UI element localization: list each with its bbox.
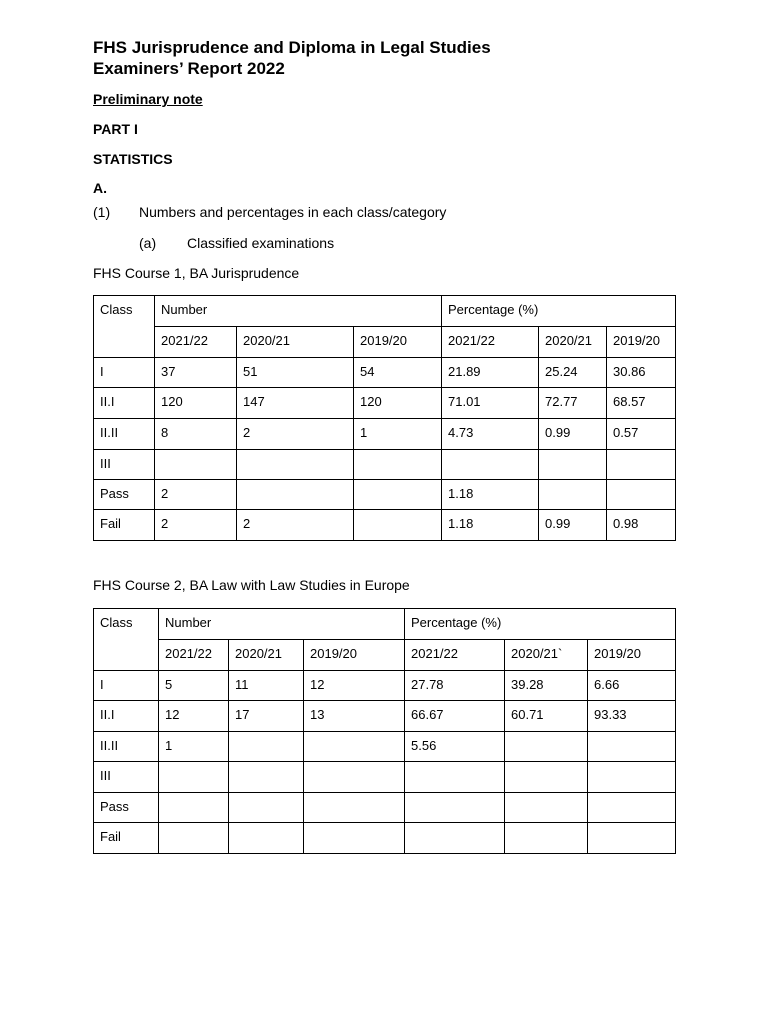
year-header: 2020/21 (539, 327, 607, 358)
year-header: 2021/22 (405, 640, 505, 671)
table-cell: 72.77 (539, 388, 607, 419)
year-header: 2019/20 (354, 327, 442, 358)
year-header: 2019/20 (588, 640, 676, 671)
table-cell: 5 (159, 671, 229, 701)
table-cell (405, 762, 505, 793)
table-cell: 1.18 (442, 480, 539, 510)
table-cell (229, 732, 304, 762)
table-row (94, 358, 676, 388)
item-a (139, 235, 335, 251)
table-cell: 37 (155, 358, 237, 388)
table-cell (159, 823, 229, 854)
table-cell (442, 450, 539, 480)
table-cell: 0.57 (607, 419, 676, 450)
table-cell (229, 793, 304, 823)
table-cell: 13 (304, 701, 405, 732)
table-row (94, 823, 676, 854)
table-cell: 2 (237, 510, 354, 541)
table-cell: 51 (237, 358, 354, 388)
table-cell (505, 793, 588, 823)
year-header: 2020/21` (505, 640, 588, 671)
preliminary-note-heading: Preliminary note (93, 91, 203, 107)
table-cell (237, 480, 354, 510)
table-cell: 2 (155, 480, 237, 510)
year-header: 2021/22 (155, 327, 237, 358)
table-cell (229, 823, 304, 854)
number-header: Number (159, 609, 405, 640)
table-header-row (94, 609, 676, 640)
table-cell (354, 480, 442, 510)
table-cell (539, 480, 607, 510)
table-cell: 68.57 (607, 388, 676, 419)
table-cell: 1 (354, 419, 442, 450)
table-cell: 30.86 (607, 358, 676, 388)
table-cell: 4.73 (442, 419, 539, 450)
table-cell: 2 (155, 510, 237, 541)
table-cell (304, 732, 405, 762)
class-header: Class (94, 609, 159, 671)
table-cell (505, 823, 588, 854)
table-cell: 21.89 (442, 358, 539, 388)
class-label: II.I (94, 388, 155, 419)
table-cell: 54 (354, 358, 442, 388)
class-label: I (94, 671, 159, 701)
section-a-heading: A. (93, 180, 107, 196)
table-cell (304, 793, 405, 823)
table-cell (588, 732, 676, 762)
class-label: I (94, 358, 155, 388)
table-row (94, 671, 676, 701)
table-cell: 0.98 (607, 510, 676, 541)
table-cell: 25.24 (539, 358, 607, 388)
table-cell (155, 450, 237, 480)
year-header: 2021/22 (159, 640, 229, 671)
table-cell (159, 762, 229, 793)
table-cell: 93.33 (588, 701, 676, 732)
table-cell (405, 823, 505, 854)
table-cell (505, 762, 588, 793)
percentage-header: Percentage (%) (405, 609, 676, 640)
table-cell: 5.56 (405, 732, 505, 762)
item-a-text: Classified examinations (187, 235, 335, 251)
table-cell: 0.99 (539, 419, 607, 450)
report-title-line-2: Examiners’ Report 2022 (93, 59, 285, 78)
table-cell: 17 (229, 701, 304, 732)
table-cell (354, 510, 442, 541)
class-label: Fail (94, 823, 159, 854)
table-row (94, 480, 676, 510)
table-cell (237, 450, 354, 480)
table-year-row (94, 327, 676, 358)
table-cell: 27.78 (405, 671, 505, 701)
class-label: II.II (94, 419, 155, 450)
table-cell: 66.67 (405, 701, 505, 732)
item-1 (93, 204, 447, 220)
table-cell (607, 480, 676, 510)
table-cell: 39.28 (505, 671, 588, 701)
table-cell: 1 (159, 732, 229, 762)
table-cell: 0.99 (539, 510, 607, 541)
item-1-number: (1) (93, 204, 111, 220)
statistics-heading: STATISTICS (93, 151, 173, 167)
item-1-text: Numbers and percentages in each class/category (139, 204, 447, 220)
year-header: 2019/20 (304, 640, 405, 671)
class-label: II.I (94, 701, 159, 732)
table-cell: 11 (229, 671, 304, 701)
table-header-row (94, 296, 676, 327)
course2-results-table (93, 608, 676, 854)
table-cell: 8 (155, 419, 237, 450)
table-cell (229, 762, 304, 793)
class-label: Pass (94, 480, 155, 510)
table2-caption: FHS Course 2, BA Law with Law Studies in Europe (93, 577, 410, 593)
table-cell: 1.18 (442, 510, 539, 541)
course1-results-table (93, 295, 676, 541)
table-cell (505, 732, 588, 762)
year-header: 2020/21 (229, 640, 304, 671)
table-cell: 120 (155, 388, 237, 419)
report-title (93, 37, 491, 79)
table-cell: 6.66 (588, 671, 676, 701)
table-cell: 12 (159, 701, 229, 732)
table-cell: 147 (237, 388, 354, 419)
year-header: 2019/20 (607, 327, 676, 358)
table-cell (607, 450, 676, 480)
table-cell (304, 762, 405, 793)
table-row (94, 762, 676, 793)
table-row (94, 793, 676, 823)
table-row (94, 701, 676, 732)
report-title-line-1: FHS Jurisprudence and Diploma in Legal Studies (93, 38, 491, 57)
table-cell: 2 (237, 419, 354, 450)
part-heading: PART I (93, 121, 138, 137)
item-a-number: (a) (139, 235, 157, 251)
percentage-header: Percentage (%) (442, 296, 676, 327)
table-cell (405, 793, 505, 823)
table-cell: 60.71 (505, 701, 588, 732)
table-cell (354, 450, 442, 480)
table-cell: 12 (304, 671, 405, 701)
table-row (94, 419, 676, 450)
table-row (94, 510, 676, 541)
number-header: Number (155, 296, 442, 327)
table-cell: 120 (354, 388, 442, 419)
table-cell (588, 762, 676, 793)
class-label: Pass (94, 793, 159, 823)
class-label: II.II (94, 732, 159, 762)
class-label: Fail (94, 510, 155, 541)
table-cell (159, 793, 229, 823)
table-year-row (94, 640, 676, 671)
table-cell (539, 450, 607, 480)
table-cell: 71.01 (442, 388, 539, 419)
class-label: III (94, 762, 159, 793)
table-row (94, 450, 676, 480)
class-label: III (94, 450, 155, 480)
table-cell (588, 793, 676, 823)
year-header: 2020/21 (237, 327, 354, 358)
table-cell (588, 823, 676, 854)
table1-caption: FHS Course 1, BA Jurisprudence (93, 265, 300, 281)
table-row (94, 732, 676, 762)
table-cell (304, 823, 405, 854)
year-header: 2021/22 (442, 327, 539, 358)
class-header: Class (94, 296, 155, 358)
table-row (94, 388, 676, 419)
